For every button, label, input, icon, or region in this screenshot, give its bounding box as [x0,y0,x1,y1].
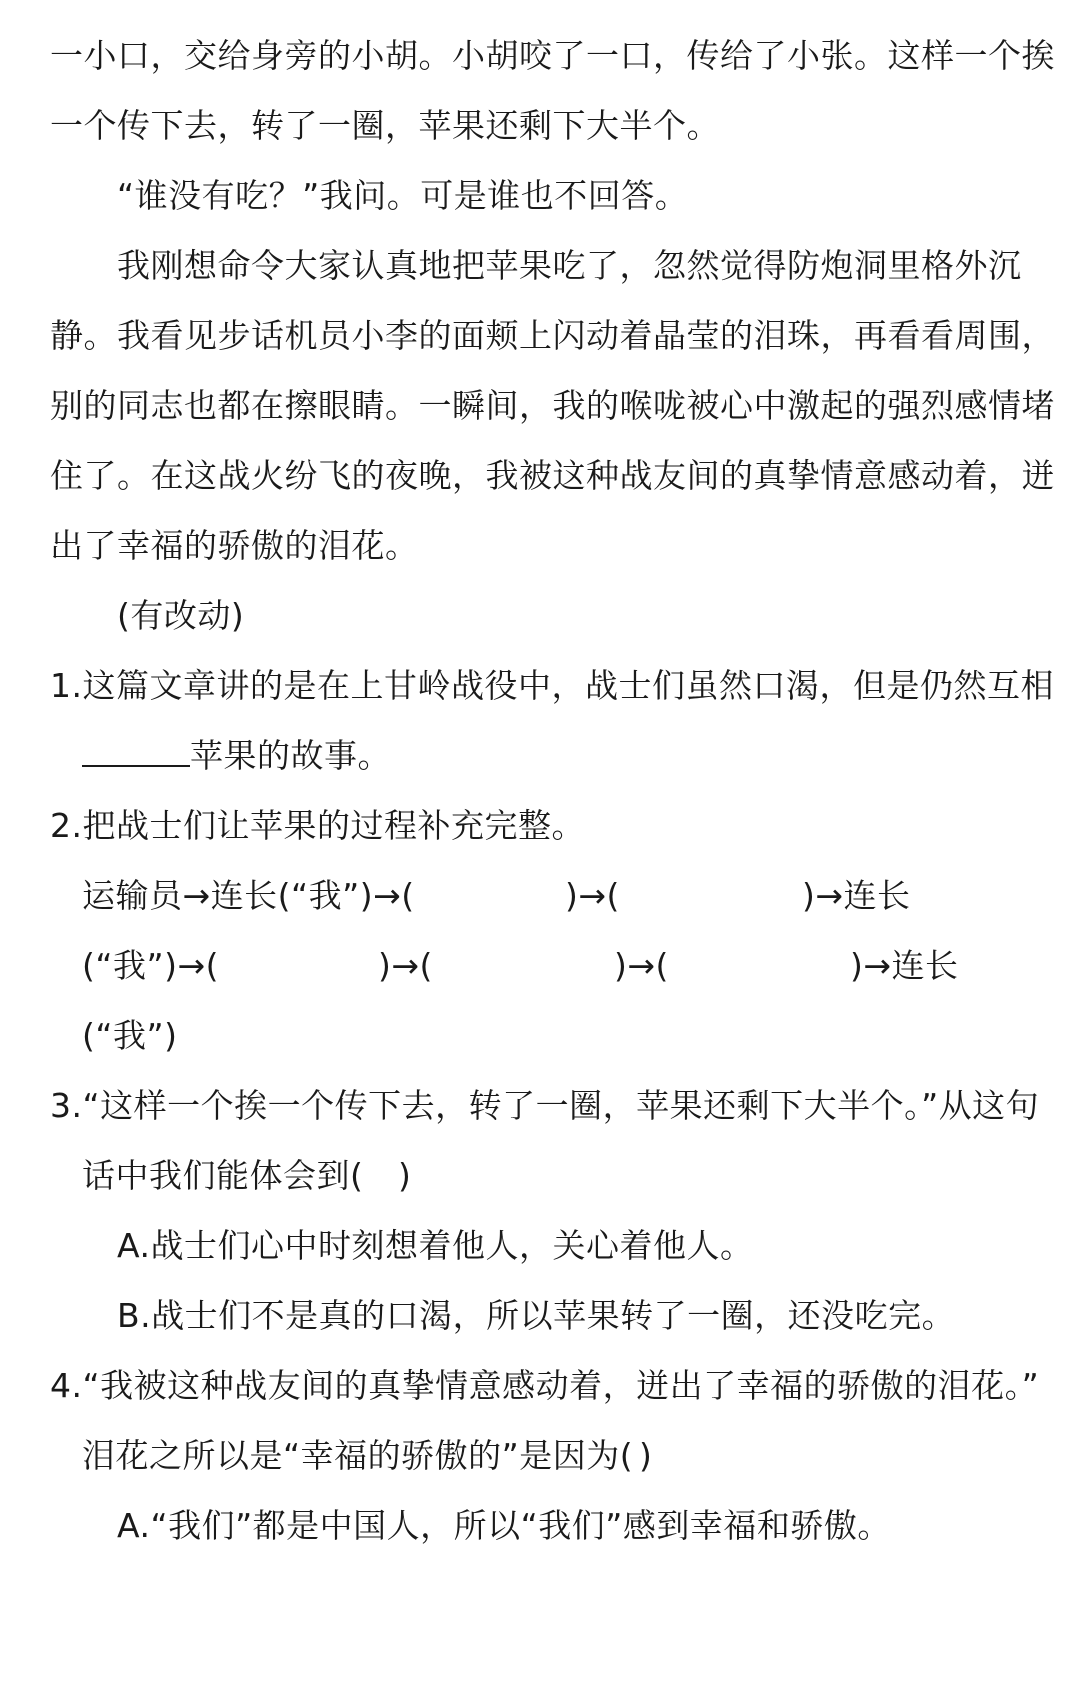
passage-line-4: 我刚想命令大家认真地把苹果吃了，忽然觉得防炮洞里格外沉 [117,246,1022,285]
q2-row2-mid1: )→( [378,946,433,985]
q2-row1-start: 运输员→连长(“我”)→( [82,876,415,915]
q3-line2-text: 话中我们能体会到( [82,1156,364,1195]
passage-line-7: 住了。在这战火纷飞的夜晚，我被这种战友间的真挚情意感动着，迸 [50,456,1055,495]
passage-line-5: 静。我看见步话机员小李的面颊上闪动着晶莹的泪珠，再看看周围， [50,316,1055,355]
passage-line-8: 出了幸福的骄傲的泪花。 [50,526,419,565]
question-4-line-2 [82,1434,782,1478]
q2-row2-mid2: )→( [614,946,669,985]
question-2-row-2 [82,944,1042,988]
passage-line-6: 别的同志也都在擦眼睛。一瞬间，我的喉咙被心中激起的强烈感情堵 [50,386,1055,425]
passage-line-1: 一小口，交给身旁的小胡。小胡咬了一口，传给了小张。这样一个挨 [50,36,1055,75]
question-3-text: 3.“这样一个挨一个传下去，转了一圈，苹果还剩下大半个。”从这句 [50,1086,1040,1125]
q2-row2-start: (“我”)→( [82,946,219,985]
fill-in-blank[interactable] [82,735,190,767]
q4-line2-text: 泪花之所以是“幸福的骄傲的”是因为( [82,1436,634,1475]
q4-answer-paren-close: ) [639,1436,653,1475]
q2-row1-mid: )→( [565,876,620,915]
question-1-answer-line [82,734,391,778]
question-2-row-1 [82,874,1042,918]
question-3-option-b: B.战士们不是真的口渴，所以苹果转了一圈，还没吃完。 [117,1296,956,1335]
source-note: (有改动) [117,596,245,635]
question-2-prompt: 2.把战士们让苹果的过程补充完整。 [50,806,585,845]
q3-answer-paren-close: ) [398,1156,412,1195]
question-1-text: 1.这篇文章讲的是在上甘岭战役中，战士们虽然口渴，但是仍然互相 [50,666,1054,705]
question-4-text: 4.“我被这种战友间的真挚情意感动着，迸出了幸福的骄傲的泪花。” [50,1366,1040,1405]
question-4-option-a: A.“我们”都是中国人，所以“我们”感到幸福和骄傲。 [117,1506,891,1545]
question-3-line-2 [82,1154,582,1198]
passage-line-3: “谁没有吃？”我问。可是谁也不回答。 [117,176,689,215]
question-3-option-a: A.战士们心中时刻想着他人，关心着他人。 [117,1226,754,1265]
question-2-row-3: (“我”) [82,1016,178,1055]
q2-row2-end: )→连长 [850,946,959,985]
q2-row1-end: )→连长 [802,876,911,915]
passage-line-2: 一个传下去，转了一圈，苹果还剩下大半个。 [50,106,720,145]
question-1-text-end: 苹果的故事。 [190,736,391,775]
